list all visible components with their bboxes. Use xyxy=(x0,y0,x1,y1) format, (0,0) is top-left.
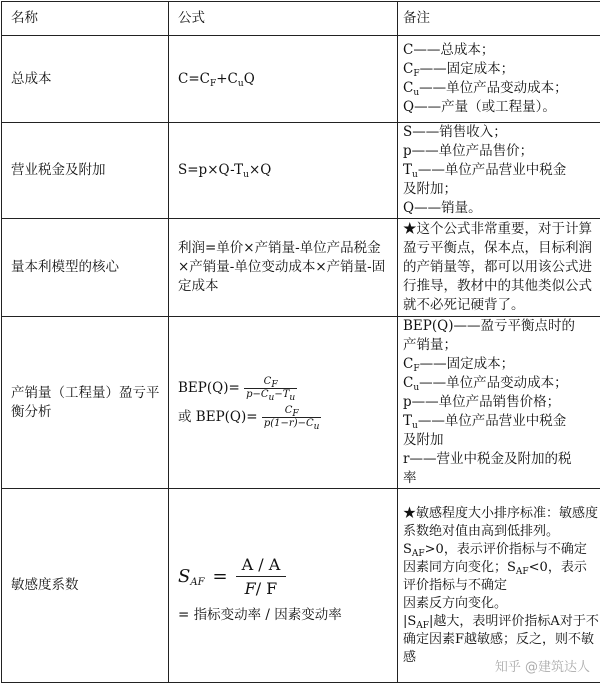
row-name: 量本利模型的核心 xyxy=(2,219,169,317)
table-row xyxy=(2,36,600,123)
table-row xyxy=(2,219,600,317)
watermark: 知乎 @建筑达人 xyxy=(495,656,590,675)
row-notes: ★这个公式非常重要，对于计算盈亏平衡点，保本点，目标利润的产销量等，都可以用该公式进行推导，教材中的其他类似公式就不必死记硬背了。 xyxy=(398,219,600,317)
table-row xyxy=(2,123,600,219)
row-name: 总成本 xyxy=(2,36,169,123)
row-formula: $S_{AF}$ = $\frac{A / A}{F/ F}$ = 指标变动率 / 因素变动率 xyxy=(169,489,398,683)
header-formula: 公式 xyxy=(169,2,398,36)
header-name: 名称 xyxy=(2,2,169,36)
row-formula: $S=p\times Q-T_u\times Q$ xyxy=(169,123,398,219)
table-row xyxy=(2,317,600,489)
row-notes: BEP(Q)——盈亏平衡点时的 产销量； $C_F——$固定成本； $C_u——$单位产品变动成本； p——单位产品销售价格； $T_u——$单位产品营业中税金 及附加 r——营业中税金及附加的税 率 xyxy=(398,317,600,489)
row-formula: BEP(Q)= $\frac{C_F}{p-C_u-T_u}$ 或 BEP(Q)= $\frac{C_F}{p(1-r)-C_u}$ xyxy=(169,317,398,489)
row-notes: ★敏感程度大小排序标准：敏感度系数绝对值由高到低排列。 $S_{AF}>0$，表示评价指标与不确定因素同方向变化；$S_{AF}<0$，表示评价指标与不确定 因素反方向变化。 $|S_{AF}|$越大，表明评价指标A对于不确定因素F越敏感；反之，则不敏感 xyxy=(398,489,600,683)
row-notes: C——总成本； $C_F——$固定成本； $C_u——$单位产品变动成本； Q——产量（或工程量）。 xyxy=(398,36,600,123)
row-name: 敏感度系数 xyxy=(2,489,169,683)
row-name: 营业税金及附加 xyxy=(2,123,169,219)
header-row xyxy=(2,2,600,36)
row-formula: $C=C_F+C_uQ$ xyxy=(169,36,398,123)
row-name: 产销量（工程量）盈亏平衡分析 xyxy=(2,317,169,489)
row-formula: 利润=单价×产销量-单位产品税金×产销量-单位变动成本×产销量-固定成本 xyxy=(169,219,398,317)
formula-table xyxy=(1,1,600,683)
row-notes: S——销售收入； p——单位产品售价； $T_u——$单位产品营业中税金 及附加； Q——销量。 xyxy=(398,123,600,219)
header-notes: 备注 xyxy=(398,2,600,36)
table-row xyxy=(2,489,600,683)
